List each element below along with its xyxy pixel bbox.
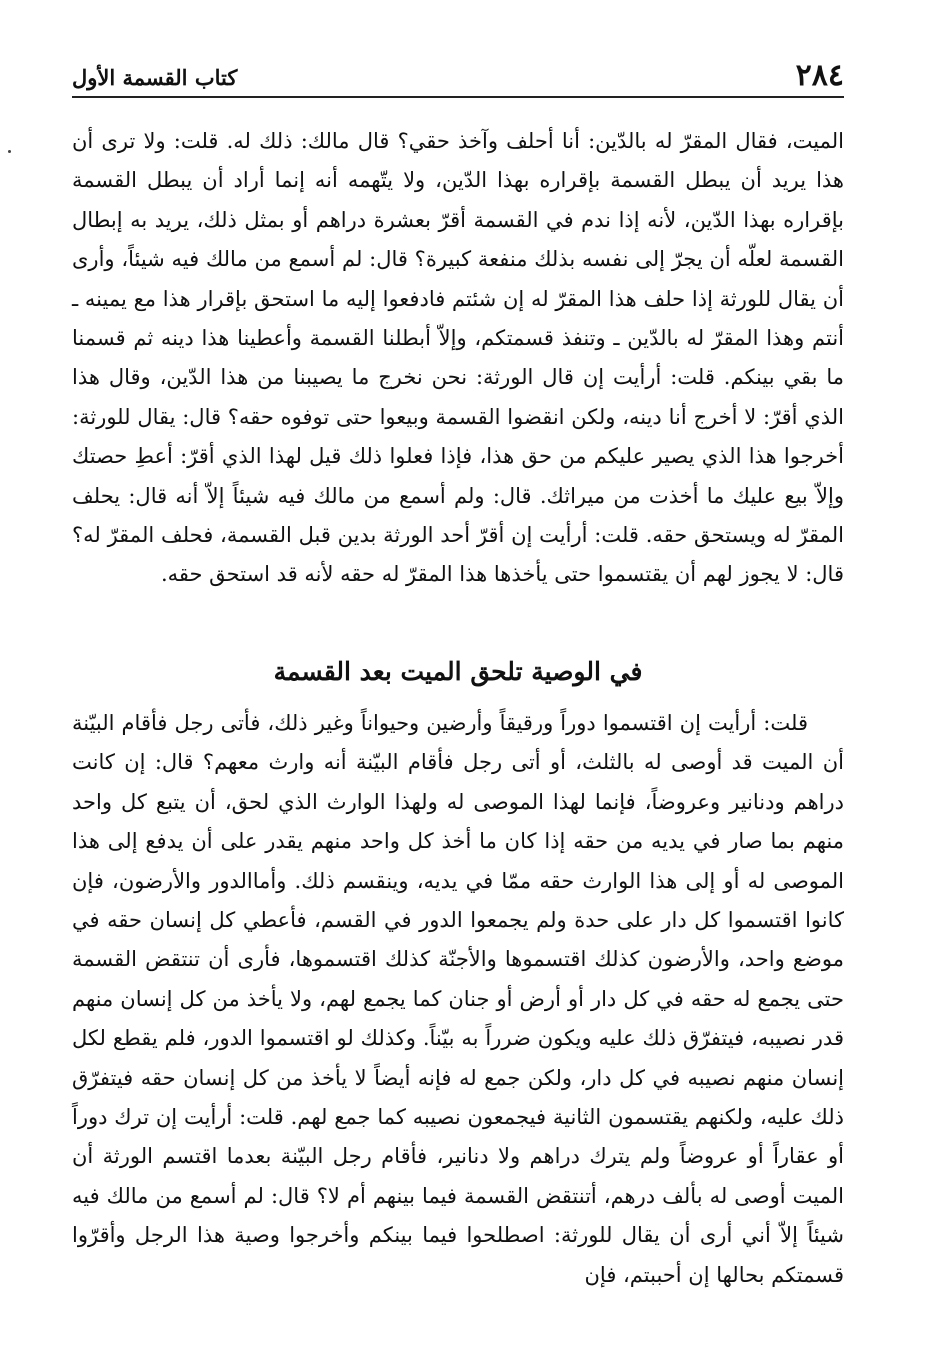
page-number: ٢٨٤ (795, 58, 844, 93)
page-header (72, 58, 844, 98)
section-heading: في الوصية تلحق الميت بعد القسمة (273, 657, 643, 686)
paragraph-section: قلت: أرأيت إن اقتسموا دوراً ورقيقاً وأرضين وحيواناً وغير ذلك، فأتى رجل فأقام البيّنة أن الميت قد أوصى له بالثلث، أو أتى رجل فأقام البيّنة أنه وارث معهم؟ قال: إن كانت دراهم ودنانير وعروضاً، فإنما لهذا الموصى له ولهذا الوارث الذي لحق، أن يتبع كل واحد منهم بما صار في يديه من حقه إذا كان ما أخذ كل واحد منهم يقدر على أن يدفع إلى هذا الموصى له أو إلى هذا الوارث حقه ممّا في يديه، وينقسم ذلك. وأماالدور والأرضون، فإن كانوا اقتسموا كل دار على حدة ولم يجمعوا الدور في القسم، فأعطي كل إنسان حقه في موضع واحد، والأرضون كذلك اقتسموها والأجنّة كذلك اقتسموها، فأرى أن تنتقض القسمة حتى يجمع له حقه في كل دار أو أرض أو جنان كما يجمع لهم، ولا يأخذ من كل إنسان منهم قدر نصيبه، فيتفرّق ذلك عليه ويكون ضرراً به بيّناً. وكذلك لو اقتسموا الدور، فلم يقطع لكل إنسان منهم نصيبه في كل دار، ولكن جمع له فإنه أيضاً لا يأخذ من كل إنسان حقه فيتفرّق ذلك عليه، ولكنهم يقتسمون الثانية فيجمعون نصيبه كما جمع لهم. قلت: أرأيت إن ترك دوراً أو عقاراً أو عروضاً ولم يترك دراهم ولا دنانير، فأقام رجل البيّنة بعدما اقتسم الورثة أن الميت أوصى له بألف درهم، أتنتقض القسمة فيما بينهم أم لا؟ قال: لم أسمع من مالك فيه شيئاً إلاّ أني أرى أن يقال للورثة: اصطلحوا فيما بينكم وأخرجوا وصية هذا الرجل وأقرّوا قسمتكم بحالها إن أحببتم، فإن (72, 711, 844, 1287)
paragraph-continued: الميت، فقال المقرّ له بالدّين: أنا أحلف وآخذ حقي؟ قال مالك: ذلك له. قلت: ولا ترى أن هذا يريد أن يبطل القسمة بإقراره بهذا الدّين، ولا يتّهمه أنه إنما أراد أن يبطل القسمة بإقراره بهذا الدّين، لأنه إذا ندم في القسمة أقرّ بعشرة دراهم أو بمثل ذلك، يريد به إبطال القسمة لعلّه أن يجرّ إلى نفسه بذلك منفعة كبيرة؟ قال: لم أسمع من مالك فيه شيئاً، وأرى أن يقال للورثة إذا حلف هذا المقرّ له إن شئتم فادفعوا إليه ما استحق بإقرار هذا مع يمينه ـ أنتم وهذا المقرّ له بالدّين ـ وتنفذ قسمتكم، وإلاّ أبطلنا القسمة وأعطينا هذا دينه ثم قسمنا ما بقي بينكم. قلت: أرأيت إن قال الورثة: نحن نخرج ما يصيبنا من هذا الدّين، وقال هذا الذي أقرّ: لا أخرج أنا دينه، ولكن انقضوا القسمة وبيعوا حتى توفوه حقه؟ قال: يقال للورثة: أخرجوا هذا الذي يصير عليكم من حق هذا، فإذا فعلوا ذلك قيل لهذا الذي أقرّ: أعطِ حصتك وإلاّ بيع عليك ما أخذت من ميراثك. قال: ولم أسمع من مالك فيه شيئاً إلاّ أنه قال: يحلف المقرّ له ويستحق حقه. قلت: أرأيت إن أقرّ أحد الورثة بدين قبل القسمة، فحلف المقرّ له؟ قال: لا يجوز لهم أن يقتسموا حتى يأخذها هذا المقرّ له حقه لأنه قد استحق حقه. (72, 129, 844, 587)
body-text-top (72, 122, 844, 595)
running-title: كتاب القسمة الأول (72, 65, 238, 90)
scan-speck (8, 150, 11, 153)
body-text-bottom (72, 704, 844, 1295)
